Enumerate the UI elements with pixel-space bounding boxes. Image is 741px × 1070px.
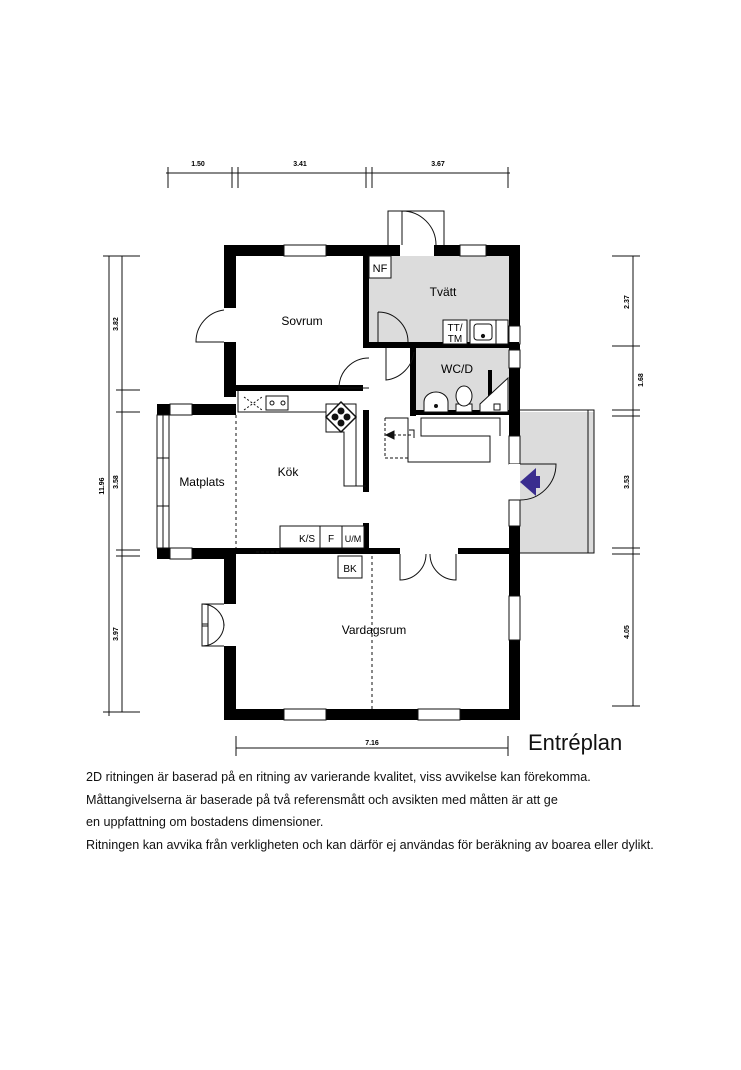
fixture-label-tm: TM — [447, 334, 463, 345]
dim-right-2: 1.68 — [638, 373, 645, 387]
dim-top-2: 3.41 — [293, 161, 307, 168]
note-line: Måttangivelserna är baserade på två referensmått och avsikten med måtten är att ge — [86, 792, 558, 807]
fixture-label-f: F — [327, 534, 335, 545]
note-line: en uppfattning om bostadens dimensioner. — [86, 815, 324, 829]
room-label-matplats: Matplats — [179, 475, 225, 489]
stove — [326, 402, 356, 432]
fixture-label-bk: BK — [343, 564, 357, 575]
note-line: Ritningen kan avvika från verkligheten och kan därför ej användas för beräkning av boarea eller dylikt. — [86, 837, 654, 852]
note-line: 2D ritningen är baserad på en ritning av varierande kvalitet, viss avvikelse kan förekomma. — [86, 770, 591, 784]
kitchen-counter — [238, 391, 366, 486]
stairs — [385, 418, 500, 462]
room-label-wcd: WC/D — [441, 362, 473, 376]
dim-right-4: 4.05 — [624, 625, 631, 639]
dim-top-1: 1.50 — [191, 161, 205, 168]
fixture-label-um: U/M — [344, 534, 362, 544]
dim-right-3: 3.53 — [624, 475, 631, 489]
room-label-kok: Kök — [277, 465, 299, 479]
entry-arrow-stem — [532, 476, 540, 488]
dim-bottom: 7.16 — [365, 740, 379, 747]
room-label-vardagsrum: Vardagsrum — [341, 623, 407, 637]
dim-top-3: 3.67 — [431, 161, 445, 168]
fixture-label-tt: TT/ — [447, 323, 463, 334]
dim-left-total: 11.96 — [99, 477, 106, 495]
room-label-sovrum: Sovrum — [281, 314, 323, 328]
dim-left-2: 3.58 — [113, 475, 120, 489]
fixture-label-nf: NF — [372, 263, 388, 275]
room-label-tvatt: Tvätt — [429, 285, 457, 299]
dim-left-3: 3.97 — [113, 627, 120, 641]
disclaimer-notes — [86, 766, 726, 856]
dim-left-1: 3.82 — [113, 317, 120, 331]
fixture-label-ks: K/S — [298, 534, 316, 545]
plan-title: Entréplan — [528, 730, 623, 755]
bay-window — [157, 415, 169, 548]
dim-right-1: 2.37 — [624, 295, 631, 309]
